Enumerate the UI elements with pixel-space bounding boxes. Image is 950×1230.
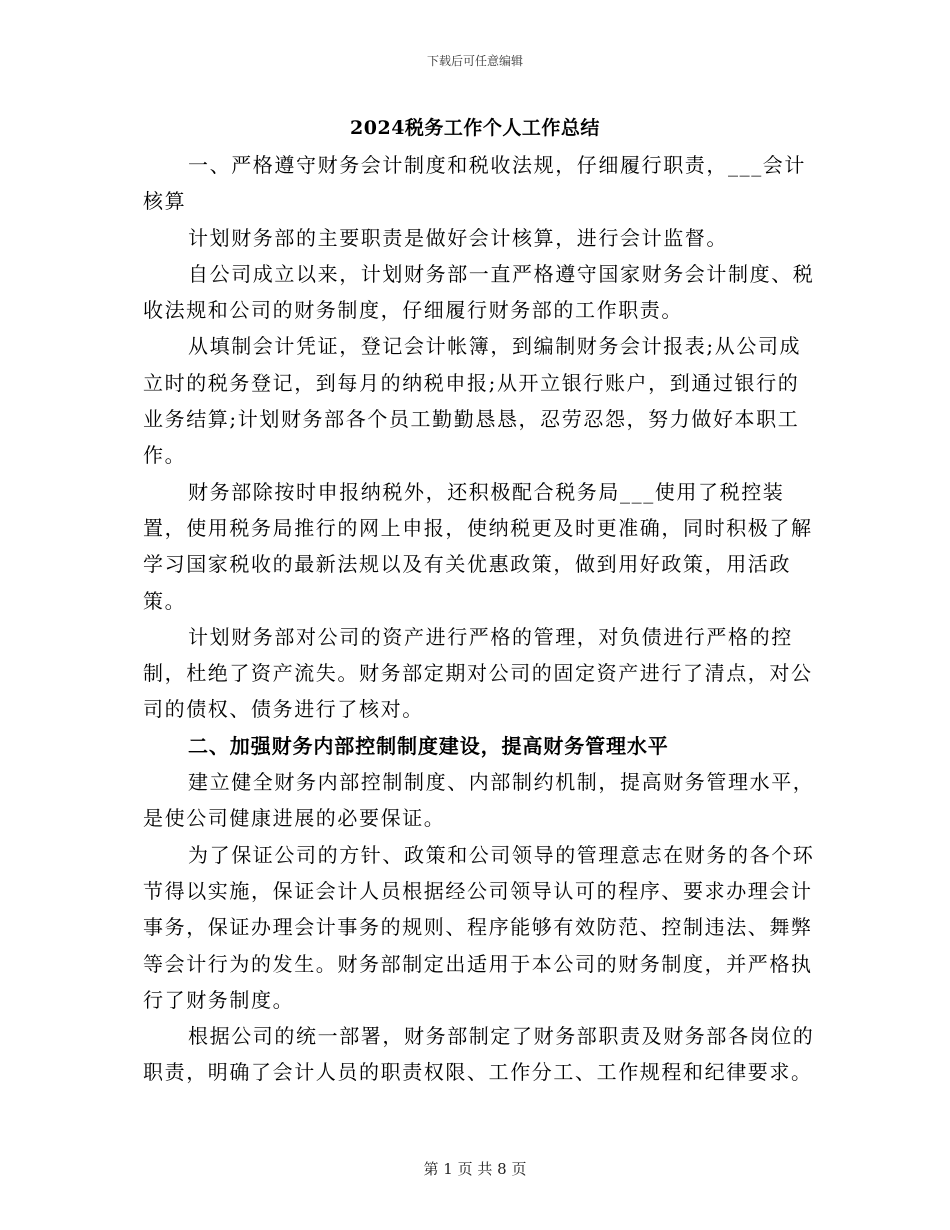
paragraph-8: 建立健全财务内部控制制度、内部制约机制，提高财务管理水平，是使公司健康进展的必要保证。 (143, 770, 815, 831)
document-title: 2024税务工作个人工作总结 (350, 117, 600, 139)
document-body (143, 147, 815, 1091)
paragraph-9: 为了保证公司的方针、政策和公司领导的管理意志在财务的各个环节得以实施，保证会计人员根据经公司领导认可的程序、要求办理会计事务，保证办理会计事务的规则、程序能够有效防范、控制违法、舞弊等会计行为的发生。财务部制定出适用于本公司的财务制度，并严格执行了财务制度。 (143, 842, 815, 1012)
page-number-footer: 第 1 页 共 8 页 (423, 1160, 527, 1178)
paragraph-5: 财务部除按时申报纳税外，还积极配合税务局___使用了税控装置，使用税务局推行的网上申报，使纳税更及时更准确，同时积极了解学习国家税收的最新法规以及有关优惠政策，做到用好政策，用活政策。 (143, 479, 813, 613)
section-heading-2: 二、加强财务内部控制制度建设，提高财务管理水平 (188, 733, 669, 758)
paragraph-3: 自公司成立以来，计划财务部一直严格遵守国家财务会计制度、税收法规和公司的财务制度，仔细履行财务部的工作职责。 (143, 261, 815, 323)
paragraph-6: 计划财务部对公司的资产进行严格的管理，对负债进行严格的控制，杜绝了资产流失。财务部定期对公司的固定资产进行了清点，对公司的债权、债务进行了核对。 (143, 624, 813, 722)
header-note: 下载后可任意编辑 (426, 54, 523, 68)
paragraph-10: 根据公司的统一部署，财务部制定了财务部职责及财务部各岗位的职责，明确了会计人员的职责权限、工作分工、工作规程和纪律要求。 (143, 1024, 815, 1085)
paragraph-4: 从填制会计凭证，登记会计帐簿，到编制财务会计报表;从公司成立时的税务登记，到每月的纳税申报;从开立银行账户，到通过银行的业务结算;计划财务部各个员工勤勤恳恳，忍劳忍怨，努力做好本职工作。 (143, 334, 802, 468)
paragraph-1: 一、严格遵守财务会计制度和税收法规，仔细履行职责，___会计核算 (143, 153, 806, 214)
paragraph-2: 计划财务部的主要职责是做好会计核算，进行会计监督。 (188, 225, 728, 250)
